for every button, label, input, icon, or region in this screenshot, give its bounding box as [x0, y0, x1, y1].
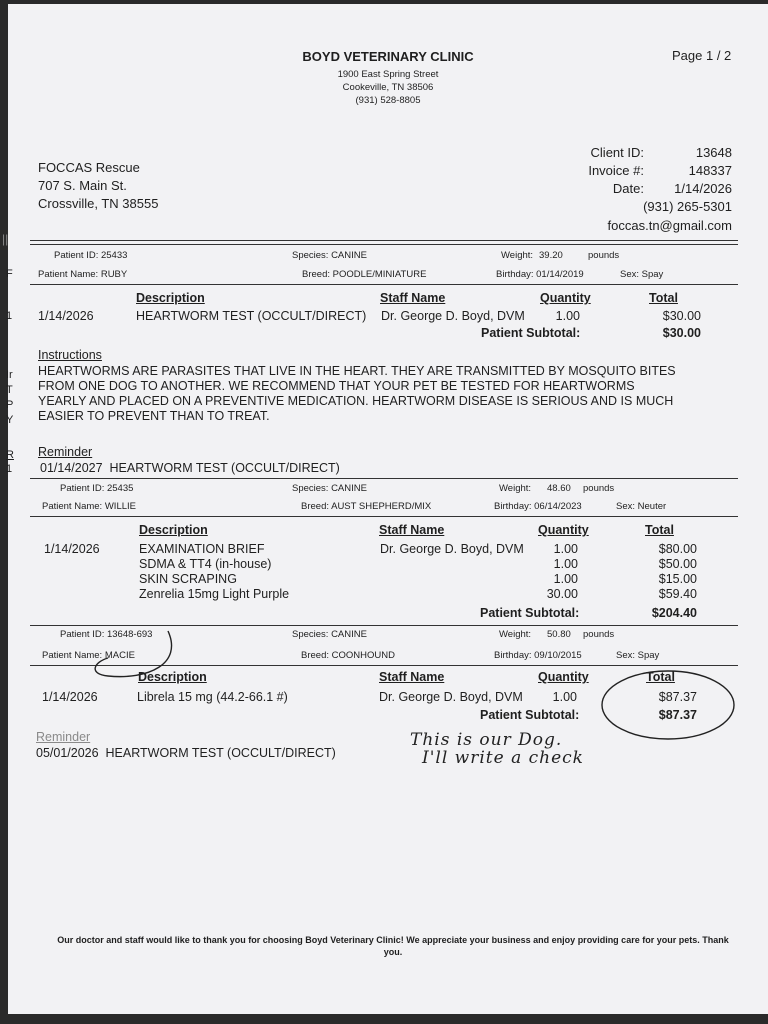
col-quantity: Quantity: [540, 291, 591, 305]
client-email: foccas.tn@gmail.com: [607, 218, 732, 233]
margin-mark: ||: [2, 232, 9, 246]
handwritten-marks: [8, 4, 768, 1014]
margin-mark: F: [6, 268, 13, 280]
line-total: $15.00: [658, 572, 697, 586]
handwritten-note-line2: I'll write a check: [422, 748, 584, 768]
patient-weight: 48.60: [547, 483, 571, 494]
col-staff: Staff Name: [379, 523, 445, 537]
line-quantity: 1.00: [553, 557, 578, 571]
line-description: HEARTWORM TEST (OCCULT/DIRECT): [136, 309, 367, 323]
patient-weight: 50.80: [547, 629, 571, 640]
col-total: Total: [646, 670, 675, 684]
patient-name: Patient Name: WILLIE: [42, 501, 136, 512]
line-description: Librela 15 mg (44.2-66.1 #): [137, 690, 288, 704]
margin-mark: Ir: [6, 369, 13, 381]
patient-id: Patient ID: 25435: [60, 483, 134, 494]
instructions-line: YEARLY AND PLACED ON A PREVENTIVE MEDICATION. HEARTWORM DISEASE IS SERIOUS AND IS MUCH: [38, 394, 674, 408]
col-quantity: Quantity: [538, 523, 589, 537]
client-street: 707 S. Main St.: [38, 178, 127, 193]
margin-mark: 1: [6, 310, 13, 322]
line-total: $80.00: [658, 542, 697, 556]
client-id: 13648: [695, 145, 732, 160]
line-date: 1/14/2026: [44, 542, 100, 556]
line-description: Zenrelia 15mg Light Purple: [139, 587, 290, 601]
client-city: Crossville, TN 38555: [38, 196, 159, 211]
patient-birthday: Birthday: 06/14/2023: [494, 501, 582, 512]
patient-name: Patient Name: RUBY: [38, 269, 128, 280]
line-quantity: 1.00: [553, 572, 578, 586]
col-total: Total: [645, 523, 674, 537]
reminder-heading: Reminder: [36, 730, 91, 744]
subtotal-label: Patient Subtotal:: [481, 326, 581, 340]
patient-weight-label: Weight:: [499, 629, 532, 640]
reminder-text: 01/14/2027 HEARTWORM TEST (OCCULT/DIRECT): [40, 461, 340, 475]
patient-sex: Sex: Spay: [616, 650, 660, 661]
patient-weight-label: Weight:: [499, 483, 532, 494]
handwritten-note-line1: This is our Dog.: [410, 730, 563, 750]
instructions-line: FROM ONE DOG TO ANOTHER. WE RECOMMEND THAT YOUR PET BE TESTED FOR HEARTWORMS: [38, 379, 635, 393]
margin-mark: 1: [6, 463, 13, 475]
instructions-line: HEARTWORMS ARE PARASITES THAT LIVE IN THE HEART. THEY ARE TRANSMITTED BY MOSQUITO BITES: [38, 364, 676, 378]
patient-species: Species: CANINE: [292, 250, 367, 261]
clinic-city: Cookeville, TN 38506: [342, 82, 434, 93]
col-quantity: Quantity: [538, 670, 589, 684]
subtotal-value: $204.40: [651, 606, 697, 620]
margin-mark: P: [6, 399, 14, 411]
line-total: $59.40: [658, 587, 697, 601]
patient-birthday: Birthday: 09/10/2015: [494, 650, 582, 661]
instructions-line: EASIER TO PREVENT THAN TO TREAT.: [38, 409, 270, 423]
reminder-text: 05/01/2026 HEARTWORM TEST (OCCULT/DIRECT): [36, 746, 336, 760]
invoice-number-label: Invoice #:: [588, 163, 644, 178]
line-description: SDMA & TT4 (in-house): [139, 557, 272, 571]
line-date: 1/14/2026: [42, 690, 98, 704]
patient-weight-unit: pounds: [583, 629, 615, 640]
patient-species: Species: CANINE: [292, 483, 367, 494]
patient-name: Patient Name: MACIE: [42, 650, 135, 661]
line-staff: Dr. George D. Boyd, DVM: [381, 309, 525, 323]
patient-weight-label: Weight:: [501, 250, 534, 261]
margin-mark: T: [6, 384, 13, 396]
patient-breed: Breed: POODLE/MINIATURE: [302, 269, 427, 280]
clinic-name: BOYD VETERINARY CLINIC: [302, 49, 474, 64]
patient-weight: 39.20: [539, 250, 563, 261]
subtotal-value: $30.00: [662, 326, 701, 340]
col-total: Total: [649, 291, 678, 305]
line-staff: Dr. George D. Boyd, DVM: [380, 542, 524, 556]
patient-species: Species: CANINE: [292, 629, 367, 640]
patient-breed: Breed: AUST SHEPHERD/MIX: [301, 501, 432, 512]
invoice-number: 148337: [688, 163, 732, 178]
page-number: Page 1 / 2: [672, 48, 732, 63]
patient-breed: Breed: COONHOUND: [301, 650, 395, 661]
line-total: $30.00: [662, 309, 701, 323]
patient-sex: Sex: Neuter: [616, 501, 667, 512]
reminder-heading: Reminder: [38, 445, 93, 459]
client-phone: (931) 265-5301: [643, 199, 732, 214]
patient-birthday: Birthday: 01/14/2019: [496, 269, 584, 280]
patient-weight-unit: pounds: [583, 483, 615, 494]
hand-drawn-curve: [95, 631, 171, 677]
col-staff: Staff Name: [380, 291, 446, 305]
line-description: EXAMINATION BRIEF: [139, 542, 265, 556]
subtotal-label: Patient Subtotal:: [480, 708, 580, 722]
clinic-phone: (931) 528-8805: [355, 95, 421, 106]
margin-mark: Y: [6, 414, 14, 426]
client-name: FOCCAS Rescue: [38, 160, 140, 175]
line-date: 1/14/2026: [38, 309, 94, 323]
patient-id: Patient ID: 13648-693: [60, 629, 153, 640]
col-description: Description: [138, 670, 207, 684]
line-quantity: 1.00: [555, 309, 580, 323]
line-description: SKIN SCRAPING: [139, 572, 237, 586]
col-staff: Staff Name: [379, 670, 445, 684]
margin-mark: R: [6, 449, 14, 461]
col-description: Description: [136, 291, 205, 305]
hand-drawn-circle: [602, 671, 734, 739]
patient-sex: Sex: Spay: [620, 269, 664, 280]
line-quantity: 30.00: [546, 587, 578, 601]
subtotal-value: $87.37: [658, 708, 697, 722]
invoice-date-label: Date:: [612, 181, 644, 196]
patient-weight-unit: pounds: [588, 250, 620, 261]
line-staff: Dr. George D. Boyd, DVM: [379, 690, 523, 704]
line-quantity: 1.00: [552, 690, 577, 704]
subtotal-label: Patient Subtotal:: [480, 606, 580, 620]
invoice-page: [2, 4, 768, 1014]
client-id-label: Client ID:: [590, 145, 644, 160]
line-total: $50.00: [658, 557, 697, 571]
invoice-date: 1/14/2026: [674, 181, 732, 196]
patient-id: Patient ID: 25433: [54, 250, 128, 261]
col-description: Description: [139, 523, 208, 537]
instructions-heading: Instructions: [38, 348, 102, 362]
line-total: $87.37: [658, 690, 697, 704]
clinic-street: 1900 East Spring Street: [337, 69, 439, 80]
line-quantity: 1.00: [553, 542, 578, 556]
footer-thanks: Our doctor and staff would like to thank you for choosing Boyd Veterinary Clinic! We appreciate your business and enjoy providing care for your pets. Thank you.: [57, 935, 729, 957]
